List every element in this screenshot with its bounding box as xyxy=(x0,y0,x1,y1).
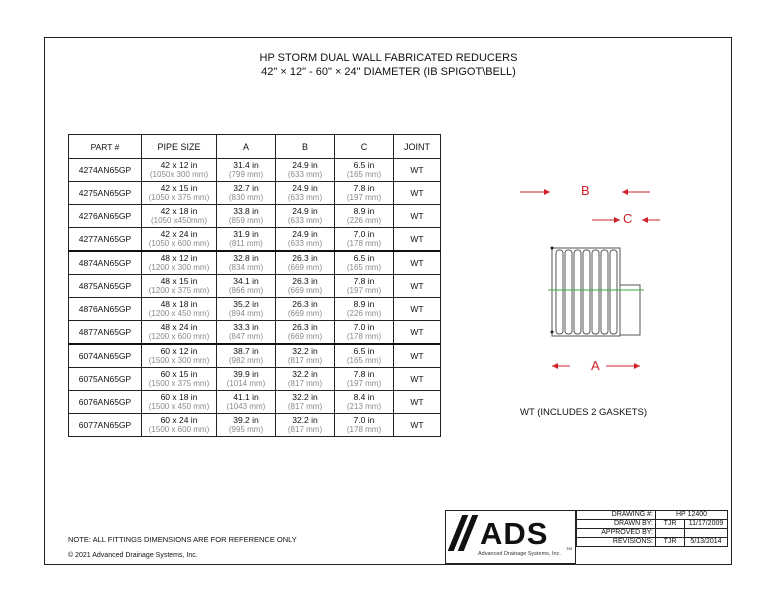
cell-part xyxy=(69,414,142,437)
cell-c-metric: (178 mm) xyxy=(346,239,382,248)
revision-by: TJR xyxy=(656,538,685,547)
header-b: B xyxy=(276,135,335,159)
dim-b-arrow-left xyxy=(544,189,550,195)
dim-a-arrow-right xyxy=(634,363,640,369)
cell-a-value: 34.1 in xyxy=(233,276,259,286)
cell-part-value: 4876AN65GP xyxy=(78,304,132,314)
dim-a-arrow-left xyxy=(552,363,558,369)
copyright: © 2021 Advanced Drainage Systems, Inc. xyxy=(68,552,198,559)
parts-table-header xyxy=(69,135,441,159)
cell-b-value: 26.3 in xyxy=(292,276,318,286)
cell-part-value: 4875AN65GP xyxy=(78,281,132,291)
cell-b-value: 24.9 in xyxy=(292,160,318,170)
cell-a-value: 41.1 in xyxy=(233,392,259,402)
cell-pipe-size-metric: (1500 x 375 mm) xyxy=(148,379,210,388)
approved-date xyxy=(685,529,728,538)
cell-a-value: 39.9 in xyxy=(233,369,259,379)
cell-joint xyxy=(394,298,441,321)
cell-c xyxy=(335,251,394,275)
cell-c-metric: (226 mm) xyxy=(346,216,382,225)
cell-b xyxy=(276,275,335,298)
cell-joint xyxy=(394,321,441,345)
gasket-top xyxy=(551,247,554,250)
cell-c-metric: (226 mm) xyxy=(346,309,382,318)
revision-date: 5/13/2014 xyxy=(685,538,728,547)
cell-b-metric: (817 mm) xyxy=(287,425,323,434)
cell-a xyxy=(217,391,276,414)
cell-joint xyxy=(394,368,441,391)
cell-b-metric: (817 mm) xyxy=(287,379,323,388)
cell-joint xyxy=(394,159,441,182)
cell-a xyxy=(217,275,276,298)
cell-b xyxy=(276,205,335,228)
cell-part xyxy=(69,344,142,368)
reducer-spigot xyxy=(620,285,640,335)
cell-b xyxy=(276,321,335,345)
cell-a-value: 33.3 in xyxy=(233,322,259,332)
cell-c xyxy=(335,205,394,228)
cell-joint-value: WT xyxy=(410,188,424,198)
cell-part-value: 6076AN65GP xyxy=(78,397,132,407)
table-row xyxy=(69,159,441,182)
gasket-bottom xyxy=(551,331,554,334)
cell-c-metric: (178 mm) xyxy=(346,332,382,341)
dim-b-label: B xyxy=(581,183,590,198)
title-block xyxy=(576,510,728,547)
cell-b xyxy=(276,159,335,182)
cell-c xyxy=(335,391,394,414)
cell-joint-value: WT xyxy=(410,374,424,384)
table-row xyxy=(69,275,441,298)
cell-part xyxy=(69,321,142,345)
cell-b-metric: (669 mm) xyxy=(287,263,323,272)
cell-part xyxy=(69,275,142,298)
cell-a-metric: (799 mm) xyxy=(228,170,264,179)
cell-b-metric: (633 mm) xyxy=(287,239,323,248)
cell-pipe-size-value: 60 x 24 in xyxy=(160,415,198,425)
cell-b xyxy=(276,391,335,414)
cell-b-value: 32.2 in xyxy=(292,415,318,425)
cell-pipe-size-metric: (1200 x 600 mm) xyxy=(148,332,210,341)
header-part: PART # xyxy=(69,135,142,159)
cell-joint xyxy=(394,182,441,205)
cell-pipe-size-metric: (1200 x 450 mm) xyxy=(148,309,210,318)
cell-c-value: 7.0 in xyxy=(353,322,375,332)
cell-b-value: 32.2 in xyxy=(292,369,318,379)
cell-joint-value: WT xyxy=(410,281,424,291)
drawn-by: TJR xyxy=(656,520,685,529)
drawn-date: 11/17/2009 xyxy=(685,520,728,529)
cell-a xyxy=(217,321,276,345)
cell-pipe-size-value: 48 x 12 in xyxy=(160,253,198,263)
cell-part xyxy=(69,251,142,275)
cell-a xyxy=(217,159,276,182)
cell-pipe-size-value: 42 x 18 in xyxy=(160,206,198,216)
cell-b-metric: (633 mm) xyxy=(287,170,323,179)
cell-pipe-size-value: 48 x 18 in xyxy=(160,299,198,309)
cell-pipe-size-value: 60 x 12 in xyxy=(160,346,198,356)
cell-pipe-size-metric: (1500 x 450 mm) xyxy=(148,402,210,411)
cell-pipe-size-metric: (1050 x 375 mm) xyxy=(148,193,210,202)
cell-part-value: 4274AN65GP xyxy=(78,165,132,175)
cell-c-metric: (213 mm) xyxy=(346,402,382,411)
cell-part-value: 6075AN65GP xyxy=(78,374,132,384)
dim-c-arrow-left xyxy=(614,217,620,223)
cell-b xyxy=(276,414,335,437)
cell-b-value: 26.3 in xyxy=(292,299,318,309)
cell-b xyxy=(276,228,335,252)
cell-pipe-size-value: 60 x 15 in xyxy=(160,369,198,379)
cell-b-metric: (669 mm) xyxy=(287,286,323,295)
cell-a-metric: (847 mm) xyxy=(228,332,264,341)
cell-pipe-size-value: 42 x 24 in xyxy=(160,229,198,239)
cell-b-metric: (817 mm) xyxy=(287,402,323,411)
cell-b-value: 26.3 in xyxy=(292,253,318,263)
cell-a xyxy=(217,414,276,437)
cell-a xyxy=(217,298,276,321)
cell-c-value: 8.4 in xyxy=(353,392,375,402)
cell-joint xyxy=(394,414,441,437)
cell-c-value: 7.0 in xyxy=(353,415,375,425)
cell-a-value: 31.4 in xyxy=(233,160,259,170)
cell-b-value: 26.3 in xyxy=(292,322,318,332)
cell-a xyxy=(217,344,276,368)
cell-joint xyxy=(394,391,441,414)
cell-part-value: 4275AN65GP xyxy=(78,188,132,198)
cell-joint-value: WT xyxy=(410,304,424,314)
cell-b-metric: (633 mm) xyxy=(287,193,323,202)
cell-c xyxy=(335,275,394,298)
cell-part-value: 4276AN65GP xyxy=(78,211,132,221)
cell-a-metric: (859 mm) xyxy=(228,216,264,225)
cell-b xyxy=(276,251,335,275)
cell-pipe-size-metric: (1500 x 600 mm) xyxy=(148,425,210,434)
cell-part xyxy=(69,391,142,414)
cell-part xyxy=(69,228,142,252)
drawn-by-label: DRAWN BY: xyxy=(577,520,656,529)
cell-a-metric: (894 mm) xyxy=(228,309,264,318)
cell-pipe-size xyxy=(142,205,217,228)
cell-a-value: 38.7 in xyxy=(233,346,259,356)
company-logo: ADS xyxy=(480,516,549,551)
cell-c-value: 6.5 in xyxy=(353,253,375,263)
cell-c-value: 8.9 in xyxy=(353,299,375,309)
cell-c-value: 6.5 in xyxy=(353,346,375,356)
cell-a xyxy=(217,368,276,391)
cell-b-value: 24.9 in xyxy=(292,183,318,193)
logo-subtitle: Advanced Drainage Systems, Inc. xyxy=(478,551,561,557)
dim-c-arrow-right xyxy=(642,217,648,223)
table-row xyxy=(69,182,441,205)
cell-a-value: 35.2 in xyxy=(233,299,259,309)
cell-joint-value: WT xyxy=(410,397,424,407)
cell-c-value: 7.8 in xyxy=(353,183,375,193)
cell-b xyxy=(276,368,335,391)
drawing-number: HP 12400 xyxy=(656,511,728,520)
cell-pipe-size-metric: (1050x 300 mm) xyxy=(149,170,209,179)
cell-pipe-size-value: 42 x 15 in xyxy=(160,183,198,193)
cell-b-value: 32.2 in xyxy=(292,392,318,402)
cell-c-metric: (165 mm) xyxy=(346,170,382,179)
cell-part-value: 6074AN65GP xyxy=(78,351,132,361)
cell-pipe-size xyxy=(142,368,217,391)
cell-pipe-size xyxy=(142,251,217,275)
cell-c-metric: (178 mm) xyxy=(346,425,382,434)
cell-b-value: 24.9 in xyxy=(292,206,318,216)
drawing-title: HP STORM DUAL WALL FABRICATED REDUCERS xyxy=(259,52,518,64)
cell-c xyxy=(335,298,394,321)
cell-c-value: 7.8 in xyxy=(353,276,375,286)
cell-joint xyxy=(394,228,441,252)
cell-a-value: 39.2 in xyxy=(233,415,259,425)
cell-joint xyxy=(394,275,441,298)
cell-a-value: 32.8 in xyxy=(233,253,259,263)
cell-joint xyxy=(394,344,441,368)
cell-b-value: 32.2 in xyxy=(292,346,318,356)
cell-c xyxy=(335,159,394,182)
table-row xyxy=(69,205,441,228)
cell-c-metric: (197 mm) xyxy=(346,286,382,295)
cell-b-metric: (633 mm) xyxy=(287,216,323,225)
cell-a-metric: (866 mm) xyxy=(228,286,264,295)
cell-joint xyxy=(394,251,441,275)
cell-a-value: 32.7 in xyxy=(233,183,259,193)
cell-c-value: 7.0 in xyxy=(353,229,375,239)
cell-joint-value: WT xyxy=(410,234,424,244)
cell-pipe-size xyxy=(142,159,217,182)
cell-c-metric: (165 mm) xyxy=(346,263,382,272)
header-joint: JOINT xyxy=(394,135,441,159)
cell-a-value: 31.9 in xyxy=(233,229,259,239)
cell-a-metric: (830 mm) xyxy=(228,193,264,202)
table-row xyxy=(69,228,441,252)
cell-c-metric: (197 mm) xyxy=(346,379,382,388)
cell-a xyxy=(217,182,276,205)
cell-c-metric: (165 mm) xyxy=(346,356,382,365)
cell-part xyxy=(69,159,142,182)
cell-pipe-size-metric: (1050 x 600 mm) xyxy=(148,239,210,248)
table-row xyxy=(69,368,441,391)
cell-c xyxy=(335,321,394,345)
cell-a-metric: (811 mm) xyxy=(229,239,263,248)
cell-a-metric: (1043 mm) xyxy=(226,402,266,411)
cell-a-metric: (995 mm) xyxy=(228,425,264,434)
cell-b-metric: (669 mm) xyxy=(287,309,323,318)
cell-pipe-size-value: 42 x 12 in xyxy=(160,160,198,170)
revisions-label: REVISIONS: xyxy=(577,538,656,547)
cell-pipe-size xyxy=(142,414,217,437)
cell-part xyxy=(69,368,142,391)
cell-b xyxy=(276,344,335,368)
cell-a-metric: (834 mm) xyxy=(228,263,264,272)
cell-pipe-size-metric: (1200 x 300 mm) xyxy=(148,263,210,272)
drawing-subtitle: 42" × 12" - 60" × 24" DIAMETER (IB SPIGOT\BELL) xyxy=(261,66,516,78)
header-pipe-size: PIPE SIZE xyxy=(142,135,217,159)
cell-joint-value: WT xyxy=(410,165,424,175)
cell-c xyxy=(335,182,394,205)
cell-b-metric: (669 mm) xyxy=(287,332,323,341)
cell-a xyxy=(217,251,276,275)
cell-pipe-size xyxy=(142,321,217,345)
table-row xyxy=(69,321,441,345)
table-row xyxy=(69,344,441,368)
reducer-diagram xyxy=(520,170,660,390)
cell-joint-value: WT xyxy=(410,420,424,430)
cell-part-value: 4277AN65GP xyxy=(78,234,132,244)
cell-joint-value: WT xyxy=(410,211,424,221)
cell-pipe-size xyxy=(142,344,217,368)
cell-joint-value: WT xyxy=(410,351,424,361)
cell-c xyxy=(335,228,394,252)
cell-pipe-size-metric: (1200 x 375 mm) xyxy=(148,286,210,295)
cell-pipe-size-value: 48 x 15 in xyxy=(160,276,198,286)
cell-pipe-size-metric: (1050 x450mm) xyxy=(150,216,208,225)
table-row xyxy=(69,251,441,275)
cell-joint-value: WT xyxy=(410,327,424,337)
approved-by xyxy=(656,529,685,538)
cell-b-metric: (817 mm) xyxy=(287,356,323,365)
cell-pipe-size-metric: (1500 x 300 mm) xyxy=(148,356,210,365)
cell-part-value: 6077AN65GP xyxy=(78,420,132,430)
cell-c xyxy=(335,414,394,437)
drawing-number-label: DRAWING #: xyxy=(577,511,656,520)
dim-a-label: A xyxy=(591,358,600,373)
cell-pipe-size-value: 60 x 18 in xyxy=(160,392,198,402)
cell-a-value: 33.8 in xyxy=(233,206,259,216)
cell-joint xyxy=(394,205,441,228)
cell-c-value: 7.8 in xyxy=(353,369,375,379)
cell-part xyxy=(69,182,142,205)
parts-table xyxy=(68,134,441,437)
cell-b xyxy=(276,182,335,205)
header-c: C xyxy=(335,135,394,159)
reducer-drawing xyxy=(520,170,660,390)
cell-c-metric: (197 mm) xyxy=(346,193,382,202)
cell-c xyxy=(335,368,394,391)
cell-a xyxy=(217,205,276,228)
cell-a-metric: (1014 mm) xyxy=(226,379,266,388)
cell-pipe-size xyxy=(142,298,217,321)
logo-trademark: TM xyxy=(566,546,572,551)
header-a: A xyxy=(217,135,276,159)
cell-c-value: 8.9 in xyxy=(353,206,375,216)
table-row xyxy=(69,414,441,437)
joint-caption: WT (INCLUDES 2 GASKETS) xyxy=(520,407,648,418)
cell-part-value: 4877AN65GP xyxy=(78,327,132,337)
cell-pipe-size xyxy=(142,228,217,252)
table-row xyxy=(69,298,441,321)
dim-c-label: C xyxy=(623,211,633,226)
cell-pipe-size-value: 48 x 24 in xyxy=(160,322,198,332)
reference-note: NOTE: ALL FITTINGS DIMENSIONS ARE FOR REFERENCE ONLY xyxy=(68,535,297,544)
cell-b-value: 24.9 in xyxy=(292,229,318,239)
cell-part xyxy=(69,205,142,228)
cell-pipe-size xyxy=(142,275,217,298)
cell-joint-value: WT xyxy=(410,258,424,268)
table-row xyxy=(69,391,441,414)
cell-c xyxy=(335,344,394,368)
cell-part-value: 4874AN65GP xyxy=(78,258,132,268)
dim-b-arrow-right xyxy=(622,189,628,195)
cell-pipe-size xyxy=(142,182,217,205)
approved-by-label: APPROVED BY: xyxy=(577,529,656,538)
cell-b xyxy=(276,298,335,321)
cell-part xyxy=(69,298,142,321)
cell-pipe-size xyxy=(142,391,217,414)
cell-a xyxy=(217,228,276,252)
cell-c-value: 6.5 in xyxy=(353,160,375,170)
cell-a-metric: (982 mm) xyxy=(228,356,264,365)
